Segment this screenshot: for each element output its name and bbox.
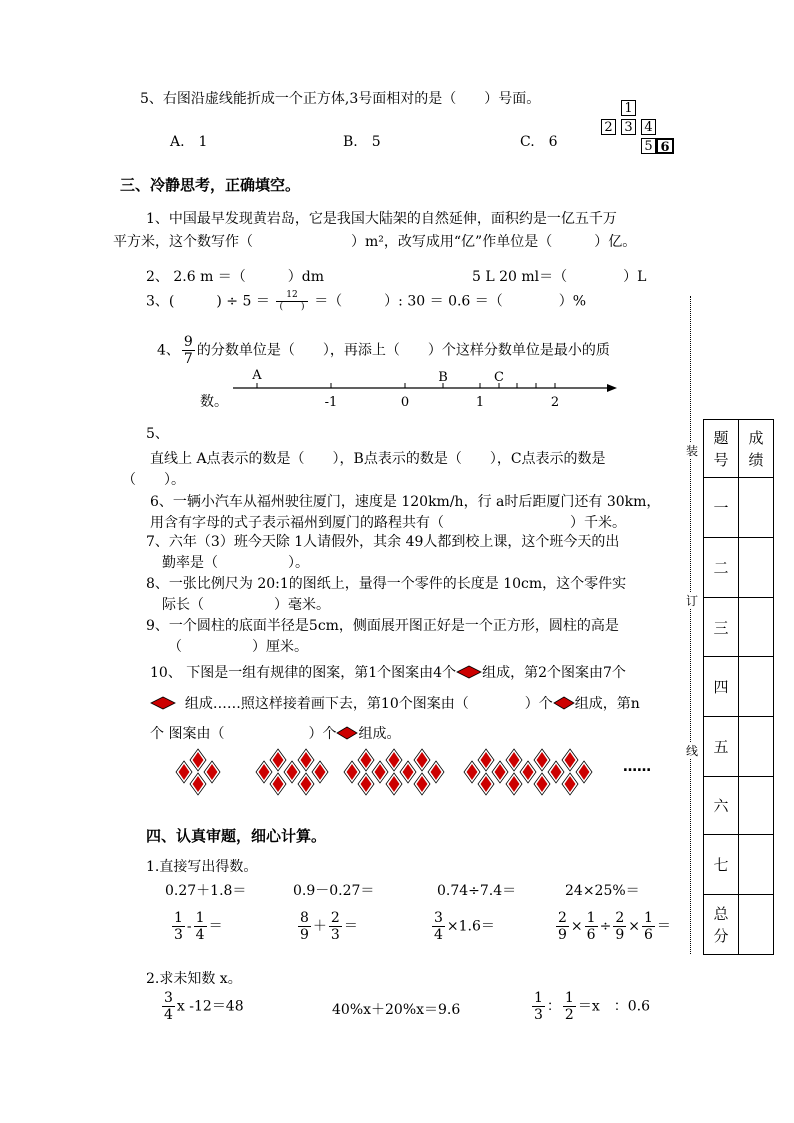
row-label: 六: [704, 777, 739, 835]
score-cell[interactable]: [739, 777, 774, 835]
row-label: 五: [704, 717, 739, 777]
row-label: [704, 895, 739, 955]
cube-face-3: 3: [621, 119, 636, 135]
header-tihao: [704, 420, 739, 478]
tick-label-1: 1: [475, 395, 485, 410]
score-cell[interactable]: [739, 657, 774, 717]
side-char-1: 装: [686, 444, 699, 458]
cube-face-2: 2: [601, 119, 616, 135]
frac-den: 3: [330, 927, 340, 943]
q3-fraction: [276, 290, 307, 313]
frac-num: 1: [564, 990, 574, 1006]
tick-label-0: 0: [400, 395, 410, 410]
q10-c: 组成……照这样接着画下去，第10个图案由（ ）个: [184, 696, 553, 712]
frac-num: 2: [615, 910, 625, 926]
calc-6: [296, 910, 358, 943]
row-label: 四: [704, 657, 739, 717]
tick-label-neg1: -1: [324, 395, 338, 410]
header-chengji: [739, 420, 774, 478]
score-cell[interactable]: [739, 835, 774, 895]
diamond-icon: [336, 726, 358, 740]
equation-1: [160, 990, 244, 1023]
ellipsis: ……: [623, 759, 651, 775]
option-c: C. 6: [520, 134, 558, 150]
operator: ÷: [599, 918, 612, 935]
q10-b: 组成，第2个图案由7个: [482, 665, 626, 681]
q10-f: 组成。: [358, 726, 401, 742]
row-label: 二: [704, 538, 739, 598]
q5-text: 直线上 A点表示的数是（ ），B点表示的数是（ ），C点表示的数是: [150, 451, 606, 467]
frac-num: 1: [195, 910, 205, 926]
calc-3: 0.74÷7.4＝: [437, 883, 517, 899]
frac-den: 6: [643, 927, 653, 943]
frac-num: 2: [330, 910, 340, 926]
frac-num: 3: [434, 910, 443, 926]
q7-line1: 7、六年（3）班今天除 1人请假外，其余 49人都到校上课，这个班今天的出: [146, 534, 620, 550]
frac-num: 1: [643, 910, 653, 926]
q8-line2: 际长（ ）毫米。: [162, 597, 330, 613]
cube-face-4: 4: [641, 119, 656, 135]
frac-num: 1: [534, 990, 543, 1006]
q4-frac-den: 7: [183, 351, 193, 367]
side-char-3: 线: [686, 744, 699, 758]
header-label: 成绩: [748, 428, 764, 469]
q5-text2: （ ）。: [122, 472, 185, 488]
q6-line2: 用含有字母的式子表示福州到厦门的路程共有（ ）千米。: [150, 515, 626, 531]
score-cell[interactable]: [739, 717, 774, 777]
frac-den: 3: [534, 1007, 543, 1023]
diamond-icon: [150, 696, 176, 710]
q10-e: 个 图案由（ ）个: [150, 726, 337, 742]
option-a: A. 1: [170, 134, 208, 150]
score-table: [703, 419, 774, 955]
diamond-icon: [553, 696, 575, 710]
q1-line2: 平方米，这个数写作（ ）m²，改写成用“亿”作单位是（ ）亿。: [113, 234, 637, 250]
q3: [146, 290, 586, 313]
diamond-icon: [456, 665, 482, 679]
side-char-2: 订: [686, 594, 699, 608]
equals: ＝: [343, 918, 358, 935]
diamond-patterns: [170, 745, 600, 800]
frac-den: 4: [434, 927, 443, 943]
calc-tail: ×1.6＝: [446, 918, 495, 935]
frac-den: 9: [615, 927, 625, 943]
operator: ×: [570, 918, 583, 935]
equation-tail: ＝x ：0.6: [577, 998, 651, 1015]
calc-4: 24×25%＝: [565, 883, 640, 899]
score-cell[interactable]: [739, 598, 774, 657]
q10-d: 组成，第n: [574, 696, 640, 712]
q3-frac-num: 12: [276, 290, 307, 302]
frac-num: 1: [586, 910, 596, 926]
q3-pre: 3、( ) ÷ 5 ＝: [146, 293, 270, 310]
row-label: 七: [704, 835, 739, 895]
operator: ×: [628, 918, 640, 935]
frac-num: 2: [558, 910, 567, 926]
row-label: 一: [704, 478, 739, 538]
point-c-label: C: [494, 370, 504, 385]
q3-frac-den: ( ): [279, 302, 305, 312]
q4-fraction: [182, 334, 195, 367]
frac-num: 1: [174, 910, 183, 926]
score-cell[interactable]: [739, 895, 774, 955]
frac-den: 2: [564, 1007, 574, 1023]
q9-line1: 9、一个圆柱的底面半径是5cm，侧面展开图正好是一个正方形，圆柱的高是: [146, 618, 619, 634]
pattern-3: [344, 749, 444, 795]
q10-a: 10、 下图是一组有规律的图案，第1个图案由4个: [150, 665, 457, 681]
section3-title: 三、冷静思考，正确填空。: [120, 176, 301, 194]
cube-face-5: 5: [641, 138, 656, 154]
frac-num: 3: [164, 990, 173, 1006]
score-cell[interactable]: [739, 478, 774, 538]
q4-text: 的分数单位是（ ），再添上（ ）个这样分数单位是最小的质: [196, 342, 610, 359]
row-label: 三: [704, 598, 739, 657]
q4-pre: 4、: [157, 342, 180, 359]
q5-num: 5、: [146, 426, 169, 442]
q1-line1: 1、中国最早发现黄岩岛，它是我国大陆架的自然延伸，面积约是一亿五千万: [146, 211, 617, 227]
tick-label-2: 2: [550, 395, 560, 410]
q10-line1: [150, 662, 626, 682]
frac-den: 4: [195, 927, 205, 943]
binding-line: [690, 296, 691, 954]
cube-face-1: 1: [621, 100, 636, 116]
q9-line2: （ ）厘米。: [168, 639, 308, 655]
q8-line1: 8、一张比例尺为 20:1的图纸上，量得一个零件的长度是 10cm，这个零件实: [146, 576, 627, 592]
operator: -: [186, 918, 192, 935]
frac-den: 6: [586, 927, 596, 943]
point-a-label: A: [252, 368, 262, 383]
frac-den: 3: [174, 927, 183, 943]
sub2: 2.求未知数 x。: [146, 971, 242, 987]
equation-tail: x -12＝48: [176, 998, 244, 1015]
q10-line3: [150, 723, 400, 743]
q4-frac-num: 9: [183, 334, 193, 350]
operator: ＋: [312, 918, 327, 935]
sub1: 1.直接写出得数。: [146, 859, 258, 875]
frac-num: 8: [300, 910, 309, 926]
q4-text2: 数。: [200, 394, 228, 410]
score-cell[interactable]: [739, 538, 774, 598]
calc-1: 0.27＋1.8＝: [165, 883, 247, 899]
pattern-1: [176, 749, 220, 795]
number-line: [225, 362, 625, 412]
q2a: 2、 2.6 m ＝（ ）dm: [146, 269, 325, 285]
equals: ＝: [656, 918, 671, 935]
frac-den: 9: [558, 927, 567, 943]
calc-7: [430, 910, 495, 943]
calc-5: [170, 910, 223, 943]
q6-line1: 6、一辆小汽车从福州驶往厦门，速度是 120km/h，行 a时后距厦门还有 30km，: [150, 494, 661, 510]
pattern-2: [256, 749, 328, 795]
option-b: B. 5: [343, 134, 381, 150]
frac-den: 4: [164, 1007, 173, 1023]
total-label: 总分: [713, 904, 729, 945]
section4-title: 四、认真审题，细心计算。: [146, 827, 327, 845]
point-b-label: B: [438, 370, 448, 385]
q3-post: ＝（ ）: 30 ＝ 0.6 ＝（ ）%: [314, 293, 587, 310]
pattern-4: [464, 749, 592, 795]
ratio-colon: ：: [546, 998, 561, 1015]
calc-8: [554, 910, 671, 943]
header-label: 题号: [713, 428, 729, 469]
equation-3: [530, 990, 650, 1023]
calc-2: 0.9－0.27＝: [293, 883, 375, 899]
cube-question: 5、右图沿虚线能折成一个正方体,3号面相对的是（ ）号面。: [140, 91, 541, 107]
equation-2: 40%x＋20%x＝9.6: [332, 1002, 461, 1018]
frac-den: 9: [300, 927, 309, 943]
q7-line2: 勤率是（ ）。: [162, 555, 309, 571]
cube-face-6: 6: [656, 138, 674, 154]
q2b: 5 L 20 ml＝（ ）L: [472, 269, 647, 285]
q10-line2: [150, 693, 640, 713]
equals: ＝: [208, 918, 223, 935]
